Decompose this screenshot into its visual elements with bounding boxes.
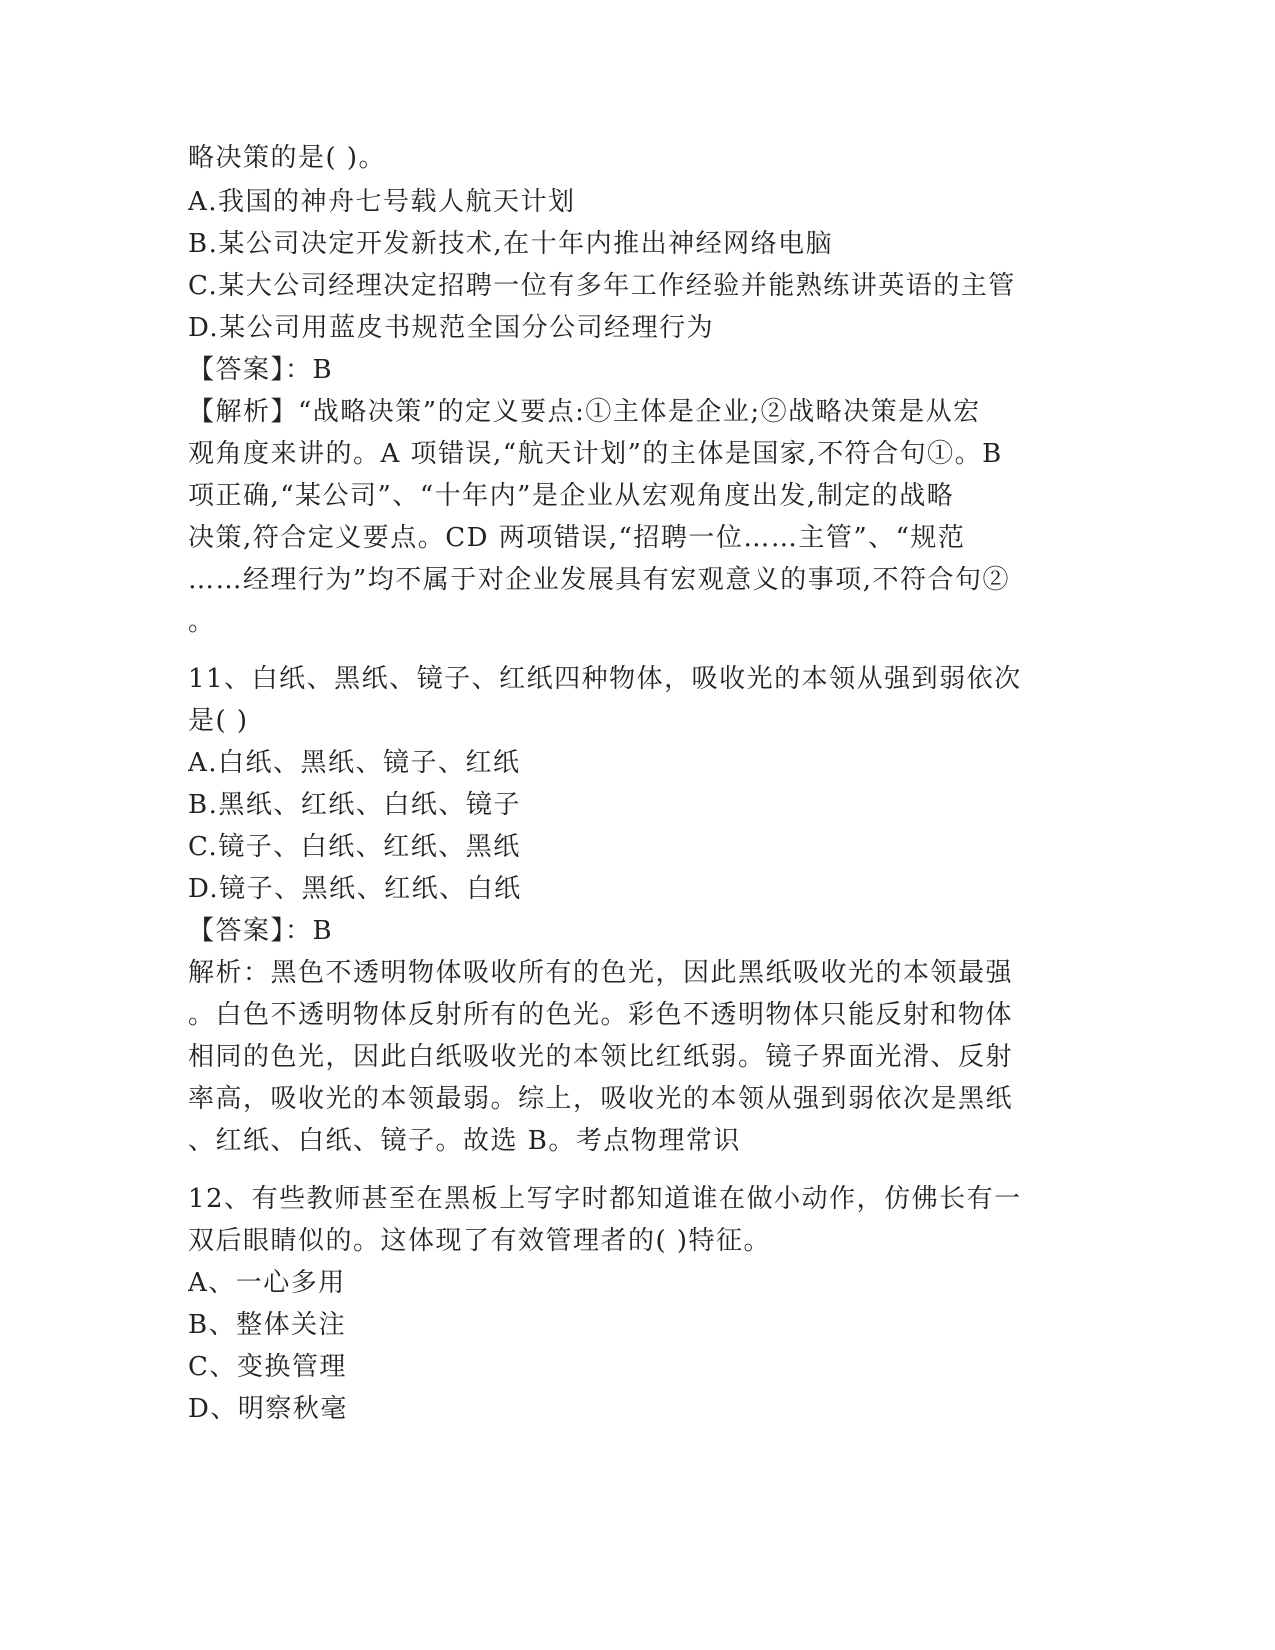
- q11-analysis-line: 解析：黑色不透明物体吸收所有的色光，因此黑纸吸收光的本领最强: [188, 958, 1014, 988]
- q11-analysis-line: 。白色不透明物体反射所有的色光。彩色不透明物体只能反射和物体: [188, 1000, 1014, 1030]
- q11-analysis-line: 相同的色光，因此白纸吸收光的本领比红纸弱。镜子界面光滑、反射: [188, 1042, 1014, 1072]
- q10-analysis-line: 【解析】“战略决策”的定义要点:①主体是企业;②战略决策是从宏: [188, 397, 981, 427]
- q10-option-a: A.我国的神舟七号载人航天计划: [188, 187, 576, 217]
- q10-analysis-line: 决策,符合定义要点。CD 两项错误,“招聘一位……主管”、“规范: [188, 523, 966, 553]
- q11-option-d: D.镜子、黑纸、红纸、白纸: [188, 874, 522, 904]
- q12-option-b: B、整体关注: [188, 1310, 347, 1340]
- q11-stem-line: 是( ): [188, 706, 249, 736]
- q12-option-d: D、明察秋毫: [188, 1394, 348, 1424]
- q11-option-a: A.白纸、黑纸、镜子、红纸: [188, 748, 521, 778]
- q12-stem-line: 双后眼睛似的。这体现了有效管理者的( )特征。: [188, 1226, 772, 1256]
- q12-stem-line: 12、有些教师甚至在黑板上写字时都知道谁在做小动作，仿佛长有一: [188, 1184, 1022, 1214]
- q10-option-d: D.某公司用蓝皮书规范全国分公司经理行为: [188, 313, 715, 343]
- q12-option-c: C、变换管理: [188, 1352, 347, 1382]
- q11-analysis-line: 率高，吸收光的本领最弱。综上，吸收光的本领从强到弱依次是黑纸: [188, 1084, 1014, 1114]
- q10-answer: 【答案】：B: [188, 355, 334, 385]
- q10-analysis-line: 观角度来讲的。A 项错误,“航天计划”的主体是国家,不符合句①。B: [188, 439, 1003, 469]
- q11-option-b: B.黑纸、红纸、白纸、镜子: [188, 790, 521, 820]
- q11-analysis-line: 、红纸、白纸、镜子。故选 B。考点物理常识: [188, 1126, 741, 1156]
- q10-analysis-line: 项正确,“某公司”、“十年内”是企业从宏观角度出发,制定的战略: [188, 481, 955, 511]
- q11-option-c: C.镜子、白纸、红纸、黑纸: [188, 832, 521, 862]
- q10-option-c: C.某大公司经理决定招聘一位有多年工作经验并能熟练讲英语的主管: [188, 271, 1016, 301]
- q10-analysis-line: 。: [188, 607, 216, 637]
- q10-option-b: B.某公司决定开发新技术,在十年内推出神经网络电脑: [188, 229, 834, 259]
- q10-stem-tail: 略决策的是( )。: [188, 143, 387, 173]
- q12-option-a: A、一心多用: [188, 1268, 346, 1298]
- q11-stem-line: 11、白纸、黑纸、镜子、红纸四种物体，吸收光的本领从强到弱依次: [188, 664, 1022, 694]
- q10-analysis-line: ……经理行为”均不属于对企业发展具有宏观意义的事项,不符合句②: [188, 565, 1011, 595]
- q11-answer: 【答案】：B: [188, 916, 334, 946]
